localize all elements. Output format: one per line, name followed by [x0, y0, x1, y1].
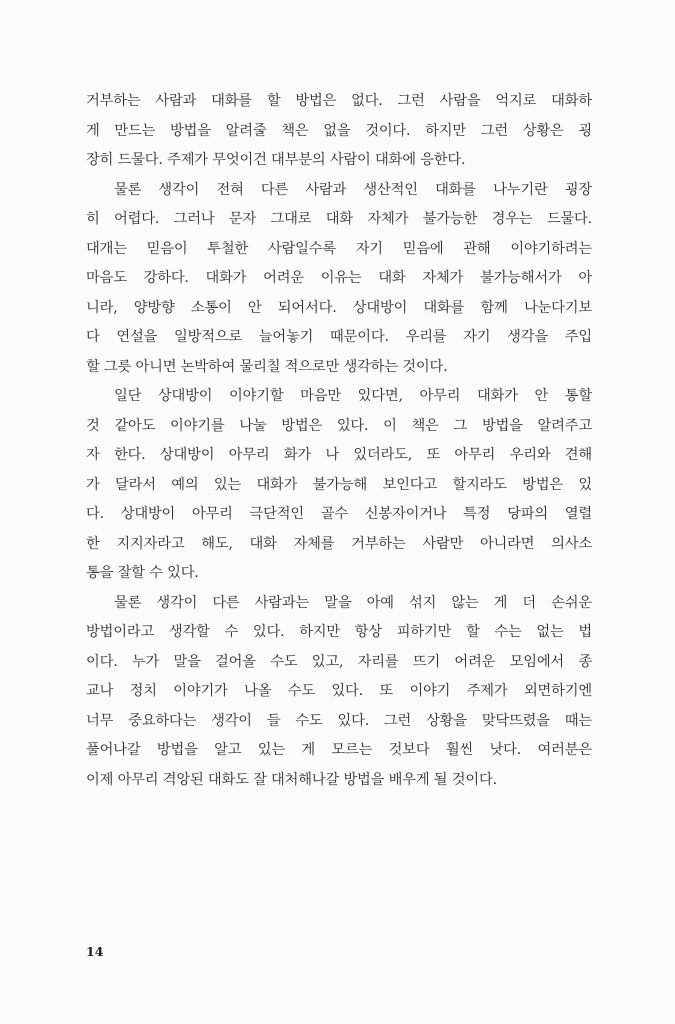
- text-line: 가 달라서 예의 있는 대화가 불가능해 보인다고 할지라도 방법은 있: [86, 476, 592, 493]
- body-text: [86, 87, 592, 795]
- text-line: 대개는 믿음이 투철한 사람일수록 자기 믿음에 관해 이야기하려는: [86, 240, 592, 257]
- text-line: 교나 정치 이야기가 나올 수도 있다. 또 이야기 주제가 외면하기엔: [86, 683, 592, 699]
- text-line: 이다. 누가 말을 걸어올 수도 있고, 자리를 뜨기 어려운 모임에서 종: [86, 653, 592, 670]
- text-line: 것 같아도 이야기를 나눌 방법은 있다. 이 책은 그 방법을 알려주고: [86, 417, 592, 434]
- text-line: 다 연설을 일방적으로 늘어놓기 때문이다. 우리를 자기 생각을 주입: [86, 329, 592, 345]
- text-line: 자 한다. 상대방이 아무리 화가 나 있더라도, 또 아무리 우리와 견해: [86, 447, 592, 463]
- text-line: 풀어나갈 방법을 알고 있는 게 모르는 것보다 훨씬 낫다. 여러분은: [86, 742, 592, 758]
- text-line: 통을 잘할 수 있다.: [86, 565, 199, 581]
- text-line: 히 어렵다. 그러나 문자 그대로 대화 자체가 불가능한 경우는 드물다.: [86, 211, 592, 227]
- page-number: 14: [86, 944, 104, 959]
- text-line: 한 지지자라고 해도, 대화 자체를 거부하는 사람만 아니라면 의사소: [86, 535, 592, 552]
- text-line: 방법이라고 생각할 수 있다. 하지만 항상 피하기만 할 수는 없는 법: [86, 624, 592, 640]
- text-line: 마음도 강하다. 대화가 어려운 이유는 대화 자체가 불가능해서가 아: [86, 270, 592, 286]
- text-line: 물론 생각이 전혀 다른 사람과 생산적인 대화를 나누기란 굉장: [114, 181, 592, 198]
- text-line: 니라, 양방향 소통이 안 되어서다. 상대방이 대화를 함께 나눈다기보: [86, 299, 592, 316]
- text-line: 거부하는 사람과 대화를 할 방법은 없다. 그런 사람을 억지로 대화하: [86, 93, 592, 109]
- text-line: 다. 상대방이 아무리 극단적인 골수 신봉자이거나 특정 당파의 열렬: [86, 506, 592, 522]
- text-line: 장히 드물다. 주제가 무엇이건 대부분의 사람이 대화에 응한다.: [86, 152, 466, 168]
- text-line: 너무 중요하다는 생각이 들 수도 있다. 그런 상황을 맞닥뜨렸을 때는: [86, 712, 592, 729]
- text-line: 물론 생각이 다른 사람과는 말을 아예 섞지 않는 게 더 손쉬운: [114, 594, 592, 611]
- text-line: 게 만드는 방법을 알려줄 책은 없을 것이다. 하지만 그런 상황은 굉: [86, 122, 592, 139]
- text-line: 이제 아무리 격앙된 대화도 잘 대처해나갈 방법을 배우게 될 것이다.: [86, 771, 497, 788]
- text-line: 할 그릇 아니면 논박하여 물리칠 적으로만 생각하는 것이다.: [86, 358, 448, 375]
- text-line: 일단 상대방이 이야기할 마음만 있다면, 아무리 대화가 안 통할: [114, 388, 592, 404]
